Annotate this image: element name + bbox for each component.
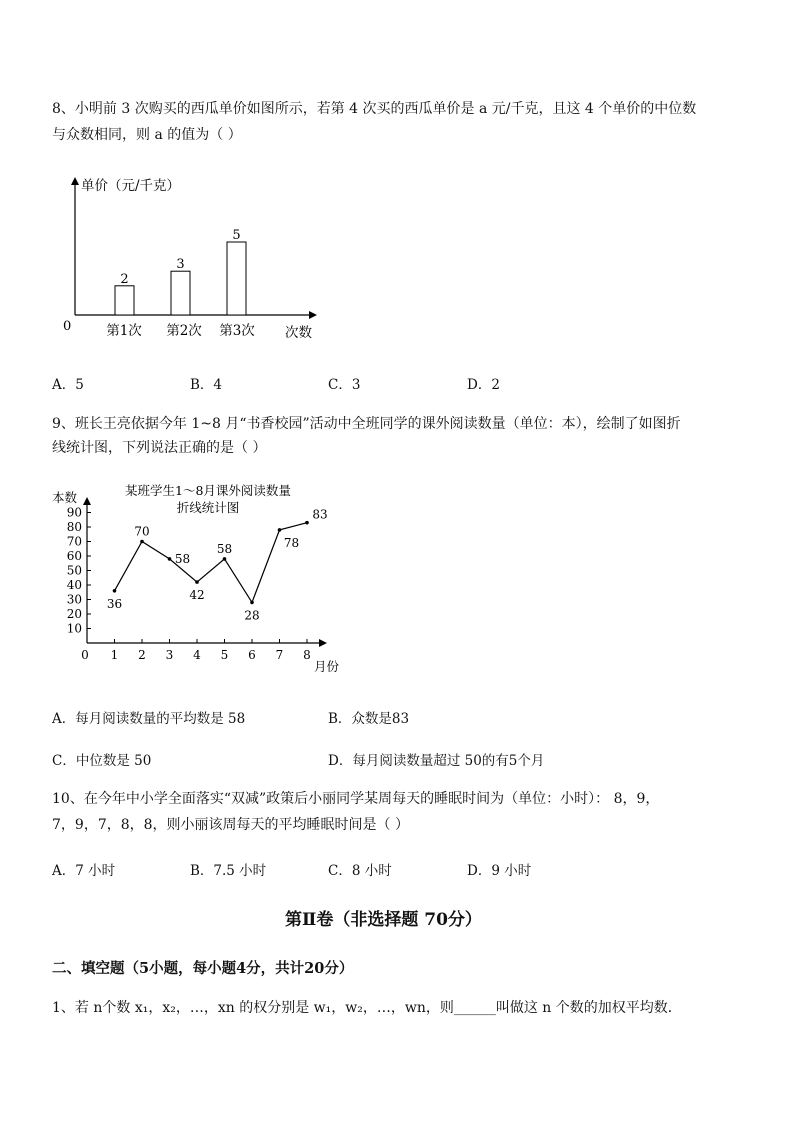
data-label: 58: [174, 551, 191, 566]
bar-2-value: 3: [176, 257, 185, 273]
q8-line2: 与众数相同，则 a 的值为（ ）: [52, 127, 242, 143]
data-label: 42: [189, 588, 205, 603]
bar-3-value: 5: [232, 228, 241, 243]
origin-label: 0: [63, 319, 72, 334]
data-point: [140, 540, 144, 544]
y-tick-label: 50: [66, 563, 82, 578]
section-heading: 二、填空题（5小题，每小题4分，共计20分）: [52, 960, 354, 977]
q9-option-c: C．中位数是 50: [52, 753, 152, 769]
x-axis-arrow: [319, 639, 327, 647]
data-point: [305, 521, 309, 525]
x-tick-label: 2: [138, 648, 146, 662]
chart-title-line2: 折线统计图: [176, 500, 240, 515]
q10-line2: 7，9，7，8，8，则小丽该周每天的平均睡眠时间是（ ）: [52, 817, 409, 833]
bar-3: [227, 242, 246, 315]
bar-2: [171, 271, 190, 315]
x-tick-label: 6: [248, 648, 256, 662]
x-axis-label: 次数: [285, 325, 312, 341]
q10-option-a: A．7 小时: [52, 863, 116, 879]
category-label-2: 第2次: [166, 323, 202, 339]
data-label: 28: [244, 608, 260, 623]
data-point: [168, 557, 172, 561]
q8-option-b: B．4: [190, 377, 223, 393]
data-label: 58: [216, 541, 233, 556]
bar-chart: [55, 170, 335, 350]
y-axis-arrow: [71, 177, 79, 185]
data-point: [223, 557, 227, 561]
data-label: 36: [106, 596, 123, 611]
line-chart: [50, 480, 350, 680]
data-point: [250, 601, 254, 605]
y-tick-label: 60: [66, 549, 82, 563]
data-label: 83: [312, 507, 328, 522]
q9-line1: 9、班长王亮依据今年 1~8 月“书香校园”活动中全班同学的课外阅读数量（单位：本），绘制了如图折: [52, 416, 681, 432]
data-point: [113, 589, 117, 593]
x-tick-label: 1: [110, 648, 119, 662]
y-axis-arrow: [83, 497, 91, 505]
x-tick-label: 5: [220, 648, 229, 662]
q9-option-b: B．众数是83: [328, 711, 410, 727]
part2-title: 第Ⅱ卷（非选择题 70分）: [285, 910, 482, 930]
q8-option-a: A．5: [52, 377, 84, 393]
q9-line2: 线统计图，下列说法正确的是（ ）: [52, 440, 267, 456]
y-tick-label: 70: [66, 534, 82, 549]
y-tick-label: 80: [66, 520, 82, 534]
category-label-3: 第3次: [219, 323, 255, 339]
chart-title-line1: 某班学生1～8月课外阅读数量: [125, 483, 291, 498]
y-tick-label: 90: [66, 505, 82, 520]
y-axis-label: 本数: [52, 490, 78, 505]
x-tick-label: 0: [81, 648, 89, 662]
q10-option-d: D．9 小时: [467, 863, 532, 879]
q8-option-c: C．3: [328, 377, 361, 393]
x-tick-label: 3: [165, 648, 174, 662]
x-tick-label: 7: [275, 648, 284, 662]
bar-1-value: 2: [120, 271, 129, 287]
bar-1: [115, 286, 134, 315]
q8-option-d: D．2: [467, 377, 500, 393]
fill-question-1: 1、若 n个数 x₁，x₂，…，xn 的权分别是 w₁，w₂，…，wn，则______叫做这 n 个数的加权平均数．: [52, 1000, 682, 1016]
q10-option-b: B．7.5 小时: [190, 863, 267, 879]
y-axis-label: 单价（元/千克）: [81, 178, 181, 194]
q10-option-c: C．8 小时: [328, 863, 392, 879]
x-axis-label: 月份: [314, 659, 340, 674]
x-tick-label: 8: [303, 648, 311, 662]
y-tick-label: 20: [66, 607, 82, 621]
y-tick-label: 30: [66, 592, 82, 607]
x-axis-arrow: [309, 311, 317, 319]
data-label: 70: [134, 524, 150, 539]
chart-axes: [67, 497, 327, 662]
data-label: 78: [283, 535, 300, 550]
data-point: [195, 580, 199, 584]
q8-line1: 8、小明前 3 次购买的西瓜单价如图所示，若第 4 次买的西瓜单价是 a 元/千克，且这 4 个单价的中位数: [52, 101, 697, 117]
y-tick-label: 10: [66, 621, 82, 636]
y-tick-label: 40: [66, 578, 82, 592]
q9-option-a: A．每月阅读数量的平均数是 58: [52, 711, 246, 727]
data-point: [278, 528, 282, 532]
x-tick-label: 4: [193, 648, 201, 662]
q10-line1: 10、在今年中小学全面落实“双减”政策后小丽同学某周每天的睡眠时间为（单位：小时）： 8，9，: [52, 791, 660, 807]
q9-option-d: D．每月阅读数量超过 50的有5个月: [328, 753, 545, 769]
category-label-1: 第1次: [106, 323, 142, 339]
